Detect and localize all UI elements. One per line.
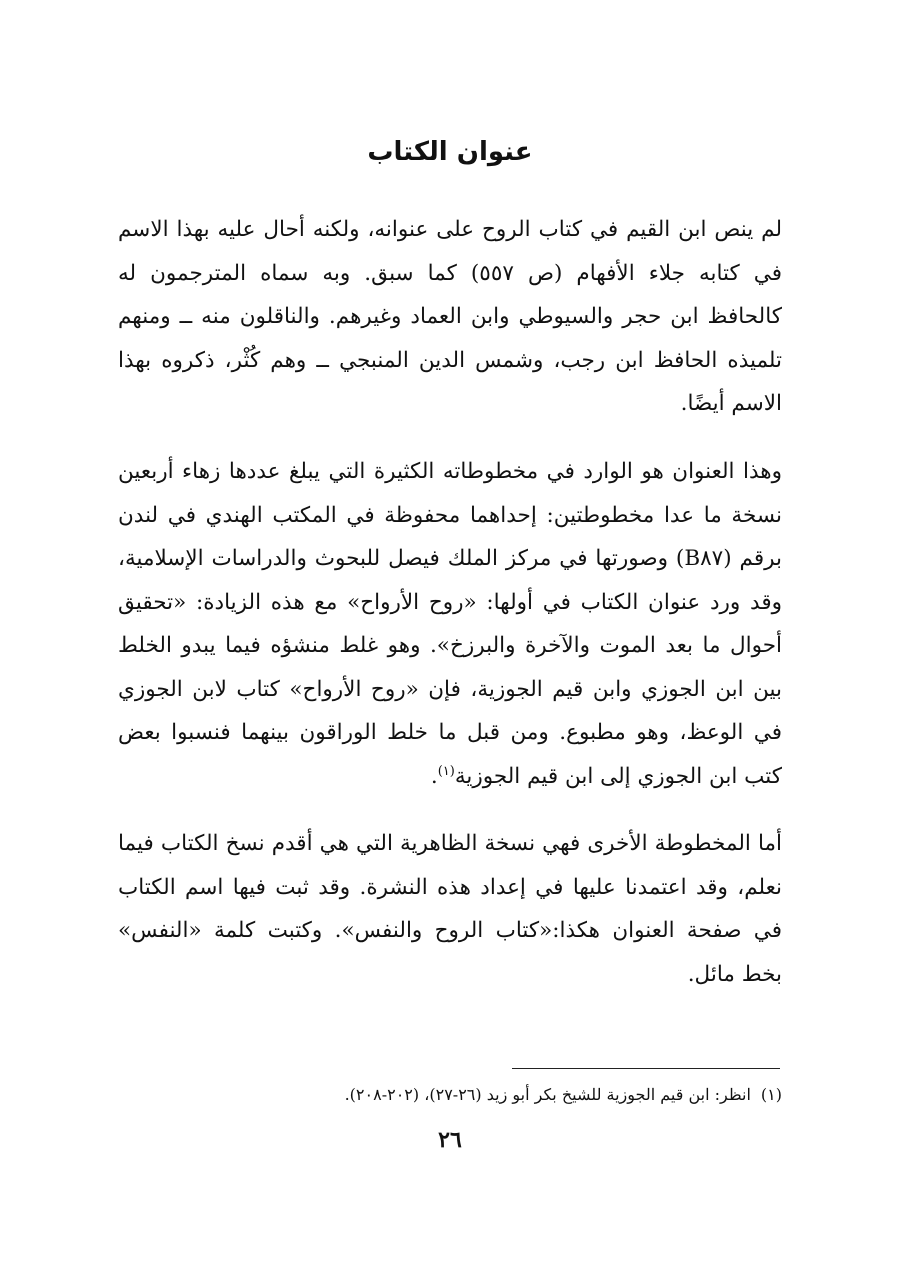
paragraph-2-text: وهذا العنوان هو الوارد في مخطوطاته الكثيرة التي يبلغ عددها زهاء أربعين نسخة ما عدا مخطوطتين: إحداهما محفوظة في المكتب الهندي في لندن برقم (B٨٧) وصورتها في مركز الملك فيصل للبحوث والدراسات الإسلامية، وقد ورد عنوان الكتاب في أولها: «روح الأرواح» مع هذه الزيادة: «تحقيق أحوال ما بعد الموت والآخرة والبرزخ». وهو غلط منشؤه فيما يبدو الخلط بين ابن الجوزي وابن قيم الجوزية، فإن «روح الأرواح» كتاب لابن الجوزي في الوعظ، وهو مطبوع. ومن قبل ما خلط الوراقون بينهما فنسبوا بعض كتب ابن الجوزي إلى ابن قيم الجوزية (118, 459, 782, 789)
page-number: ٢٦ (438, 1127, 462, 1153)
footnote-number: (١) (760, 1085, 782, 1104)
paragraph-3 (118, 822, 782, 996)
paragraph-1-text: لم ينص ابن القيم في كتاب الروح على عنوانه، ولكنه أحال عليه بهذا الاسم في كتابه جلاء الأفهام (ص ٥٥٧) كما سبق. وبه سماه المترجمون له كالحافظ ابن حجر والسيوطي وابن العماد وغيرهم. والناقلون منه ــ ومنهم تلميذه الحافظ ابن رجب، وشمس الدين المنبجي ــ وهم كُثْر، ذكروه بهذا الاسم أيضًا. (118, 217, 782, 416)
paragraph-3-text: أما المخطوطة الأخرى فهي نسخة الظاهرية التي هي أقدم نسخ الكتاب فيما نعلم، وقد اعتمدنا عليها في إعداد هذه النشرة. وقد ثبت فيها اسم الكتاب في صفحة العنوان هكذا:«كتاب الروح والنفس». وكتبت كلمة «النفس» بخط مائل. (118, 831, 782, 987)
footnote (118, 1080, 782, 1110)
page-title: عنوان الكتاب (367, 137, 533, 167)
footnote-reference-marker[interactable]: (١) (437, 763, 455, 779)
footnote-divider (512, 1068, 780, 1069)
footnote-text: انظر: ابن قيم الجوزية للشيخ بكر أبو زيد (٢٦-٢٧)، (٢٠٢-٢٠٨). (344, 1085, 751, 1104)
paragraph-1 (118, 208, 782, 426)
paragraph-2-tail: . (430, 763, 438, 789)
paragraph-2 (118, 450, 782, 798)
